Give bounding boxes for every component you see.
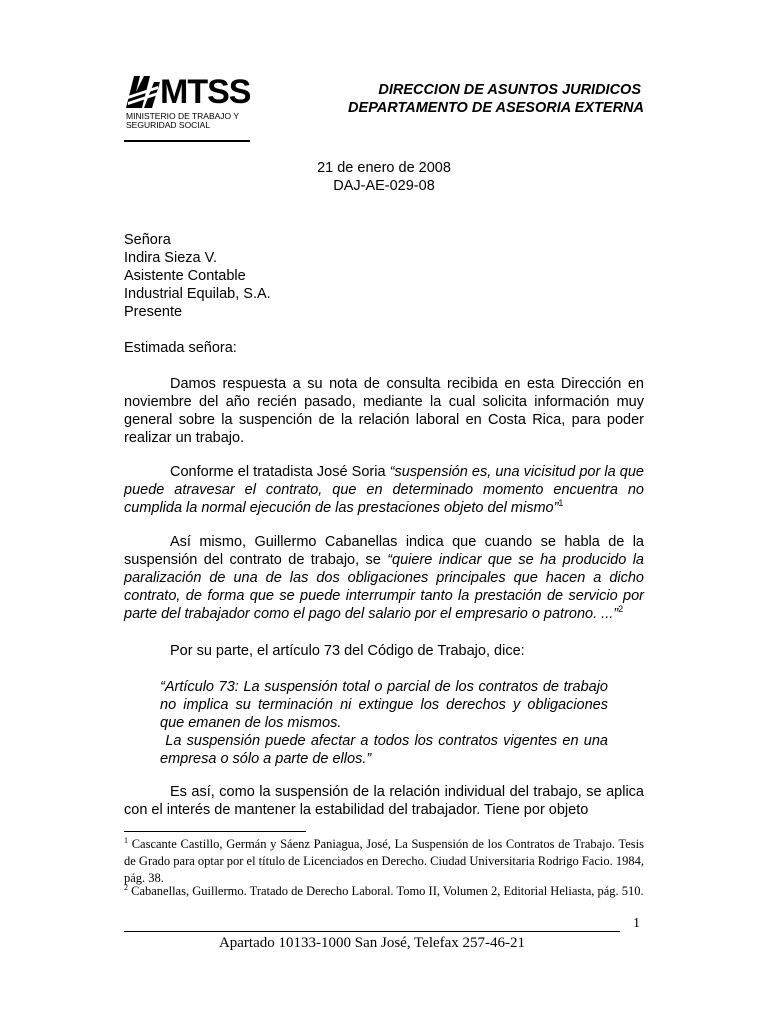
footnote-2: [124, 883, 644, 900]
footnote-number: 1: [124, 835, 128, 845]
logo-wordmark: MTSS: [160, 73, 251, 111]
paragraph-3-lead: Así mismo, Guillermo Cabanellas indica que cuando se habla de la suspensión del contrato de trabajo, se: [124, 534, 644, 568]
letter-date: 21 de enero de 2008: [317, 160, 451, 176]
recipient-line: Presente: [124, 304, 183, 320]
logo-subtitle-line-1: MINISTERIO DE TRABAJO Y: [126, 111, 240, 121]
footnote-ref-2: 2: [618, 604, 624, 615]
paragraph-3: [124, 533, 644, 623]
recipient-line: Industrial Equilab, S.A.: [124, 286, 271, 302]
footnote-ref-1: 1: [558, 498, 564, 509]
letter-reference: DAJ-AE-029-08: [333, 178, 435, 194]
footnote-divider: [124, 831, 306, 832]
mtss-logo: [124, 72, 254, 138]
logo-emblem-icon: [124, 72, 164, 110]
footer-divider: [124, 931, 620, 932]
soria-quote: “suspensión es, una vicisitud por la que puede atravesar el contrato, que en determinado momento encuentra no cumplida la normal ejecución de las prestaciones objeto del mismo”: [124, 464, 645, 516]
logo-divider: [124, 140, 250, 142]
footnote-1: [124, 836, 644, 887]
paragraph-4: Por su parte, el artículo 73 del Código de Trabajo, dice:: [170, 643, 525, 659]
footnote-text: Cabanellas, Guillermo. Tratado de Derecho Laboral. Tomo II, Volumen 2, Editorial Heliasta, pág. 510.: [128, 884, 644, 898]
footnote-number: 2: [124, 882, 128, 892]
article-73-quote: [160, 678, 613, 768]
article-73-part-2: La suspensión puede afectar a todos los contratos vigentes en una empresa o sólo a parte de ellos.”: [160, 733, 613, 767]
logo-subtitle: [126, 112, 239, 130]
cabanellas-quote: “quiere indicar que se ha producido la paralización de una de las dos obligaciones principales que hacen a dicho contrato, de forma que se puede interrumpir tanto la prestación de servicio por parte del trabajador como el pago del salario por el empresario o patrono. ...”: [124, 552, 644, 622]
paragraph-5: Es así, como la suspensión de la relación individual del trabajo, se aplica con el interés de mantener la estabilidad del trabajador. Tiene por objeto: [124, 784, 644, 818]
article-73-part-1: “Artículo 73: La suspensión total o parcial de los contratos de trabajo no implica su terminación ni extingue los derechos y obligaciones que emanen de los mismos.: [160, 679, 608, 731]
recipient-line: Asistente Contable: [124, 268, 246, 284]
salutation: Estimada señora:: [124, 340, 237, 356]
footnote-text: Cascante Castillo, Germán y Sáenz Paniagua, José, La Suspensión de los Contratos de Trabajo. Tesis de Grado para optar por el título de Licenciados en Derecho. Ciudad Universitaria Rodrigo Facio. 1984, pág. 38.: [124, 837, 644, 885]
department-line-2: DEPARTAMENTO DE ASESORIA EXTERNA: [348, 100, 644, 116]
logo-subtitle-line-2: SEGURIDAD SOCIAL: [126, 120, 211, 130]
recipient-line: Indira Sieza V.: [124, 250, 217, 266]
department-line-1: DIRECCION DE ASUNTOS JURIDICOS: [378, 82, 641, 98]
paragraph-2: [124, 463, 644, 517]
recipient-line: Señora: [124, 232, 171, 248]
paragraph-1: Damos respuesta a su nota de consulta recibida en esta Dirección en noviembre del año recién pasado, mediante la cual solicita información muy general sobre la suspención de la relación laboral en Costa Rica, para poder realizar un trabajo.: [124, 376, 644, 446]
paragraph-2-lead: Conforme el tratadista José Soria: [170, 464, 390, 480]
footer-address: Apartado 10133-1000 San José, Telefax 257-46-21: [218, 935, 526, 951]
page-number: 1: [633, 916, 640, 931]
